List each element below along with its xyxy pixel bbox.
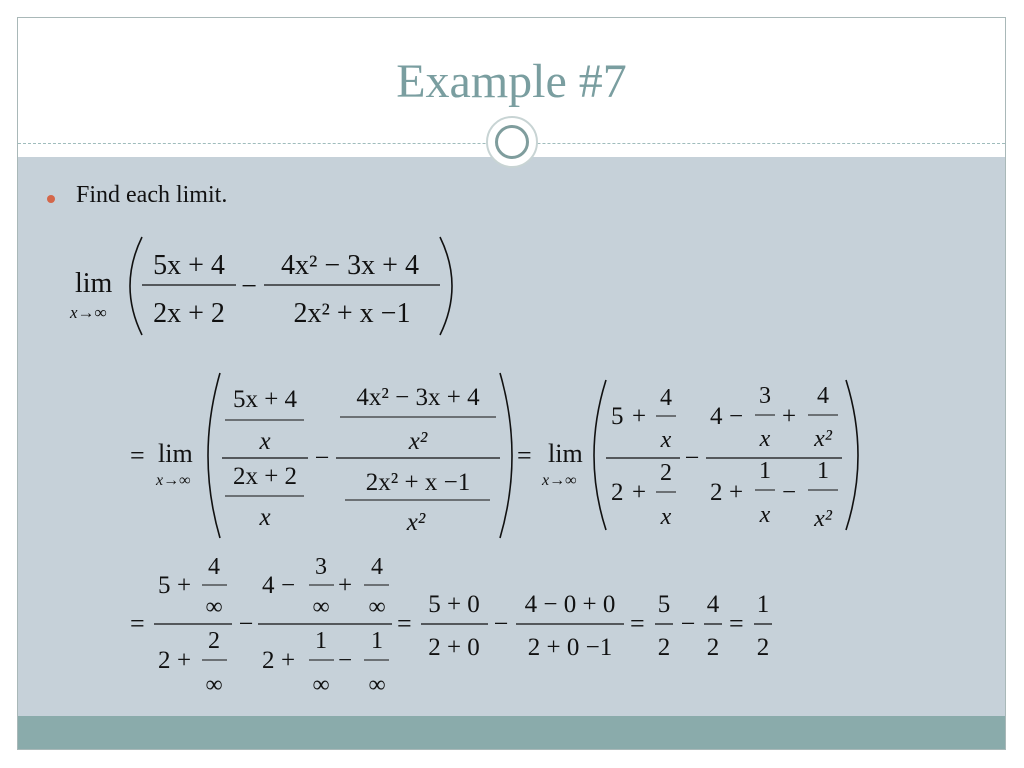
step2-left-paren [594,380,606,530]
step2-a-den-frac-n: 2 [660,460,672,486]
problem-right-paren [440,237,452,335]
step1-left-paren [208,373,220,538]
step2-a-den-2: 2 [611,479,624,506]
step1-lim-sub: x→∞ [156,472,191,489]
step3-a-den-frac-d: ∞ [205,672,223,698]
problem-frac2-den: 2x² + x −1 [293,298,411,329]
step2-b-num-frac1-d: x [759,426,771,452]
step3-b-den-frac1-n: 1 [315,628,327,654]
step2-b-num-frac2-d: x² [814,426,832,452]
step3-equals: = [130,609,145,638]
step1-lim: lim [158,439,193,468]
step3-b-num-4: 4 [262,572,275,599]
step3-e-num: 5 [657,591,671,618]
step3-equals3: = [630,609,645,638]
step3-b-den-frac2-d: ∞ [368,672,386,698]
step2-b-den-frac2-d: x² [814,506,832,532]
slide-title: Example #7 [396,55,627,108]
step1-right-paren [500,373,512,538]
problem-frac2-num: 4x² − 3x + 4 [281,250,419,281]
step2-a-num-5: 5 [611,403,624,430]
step3-b-num-plus: + [338,572,353,599]
step2-right-paren [846,380,858,530]
step3-b-den-frac1-d: ∞ [312,672,330,698]
step2-a-den-plus: + [632,479,647,506]
step2-b-den-2: 2 [710,479,723,506]
step2-b-num-frac1-n: 3 [759,383,771,409]
step2-b-num-4: 4 [710,403,723,430]
step2-b-den-minus: − [782,479,797,506]
step2-a-num-plus: + [632,403,647,430]
step3-d-den: 2 + 0 −1 [527,634,613,661]
step3-minus1: − [238,609,254,638]
step2-lim-sub: x→∞ [542,472,577,489]
step3-b-num-frac1-d: ∞ [312,594,330,620]
step2-b-num-frac2-n: 4 [817,383,829,409]
step3-b-num-frac1-n: 3 [315,554,327,580]
bullet-text: Find each limit. [76,182,228,208]
step1-b-num-num: 4x² − 3x + 4 [356,384,480,411]
step1-a-den-den: x [259,504,271,531]
step2-b-num-minus: − [729,403,744,430]
step2-lim: lim [548,439,583,468]
step1-b-num-den: x² [408,428,428,455]
step1-b-den-num: 2x² + x −1 [365,469,471,496]
step3-a-den-frac-n: 2 [208,628,220,654]
step3-a-num-frac-d: ∞ [205,594,223,620]
step2-b-num-plus: + [782,403,797,430]
step3-equals2: = [397,609,412,638]
step2-b-den-frac2-n: 1 [817,458,829,484]
step1-equals: = [130,441,145,470]
step3-f-num: 4 [706,591,720,618]
problem-lim: lim [75,268,113,299]
step3-expression [130,554,772,698]
step3-b-den-2: 2 [262,647,275,674]
step2-expression [517,380,858,532]
step3-b-num-frac2-d: ∞ [368,594,386,620]
step2-equals: = [517,441,532,470]
step3-f-den: 2 [706,634,720,661]
problem-minus: − [241,271,257,302]
step2-b-den-plus: + [729,479,744,506]
step3-a-den-plus: + [177,647,192,674]
step1-a-num-num: 5x + 4 [232,386,298,413]
step3-b-num-frac2-n: 4 [371,554,383,580]
step1-b-den-den: x² [406,509,426,536]
step3-minus2: − [493,609,509,638]
problem-frac1-den: 2x + 2 [153,298,225,329]
step1-minus: − [314,443,330,472]
step1-expression [130,373,512,538]
step3-a-num-5: 5 [158,572,171,599]
step3-c-num: 5 + 0 [428,591,480,618]
step3-result-den: 2 [756,634,770,661]
step3-b-num-minus: − [281,572,296,599]
problem-frac1-num: 5x + 4 [153,250,225,281]
step2-b-den-frac1-d: x [759,502,771,528]
step2-a-den-frac-d: x [660,504,672,530]
step3-e-den: 2 [657,634,671,661]
problem-lim-sub: x→∞ [70,303,107,322]
step1-a-den-num: 2x + 2 [232,463,298,490]
step2-a-num-frac-d: x [660,427,672,453]
step3-b-den-minus: − [338,647,353,674]
step3-result-num: 1 [756,591,770,618]
step2-b-den-frac1-n: 1 [759,458,771,484]
problem-left-paren [130,237,142,335]
problem-expression [69,237,452,335]
step2-a-num-frac-n: 4 [660,385,672,411]
step3-c-den: 2 + 0 [428,634,480,661]
step3-minus3: − [680,609,696,638]
step3-a-num-plus: + [177,572,192,599]
step3-b-den-frac2-n: 1 [371,628,383,654]
step3-d-num: 4 − 0 + 0 [524,591,616,618]
step3-a-den-2: 2 [158,647,171,674]
step2-minus: − [684,443,700,472]
step1-a-num-den: x [259,428,271,455]
step3-a-num-frac-n: 4 [208,554,220,580]
step3-b-den-plus: + [281,647,296,674]
step3-equals4: = [729,609,744,638]
